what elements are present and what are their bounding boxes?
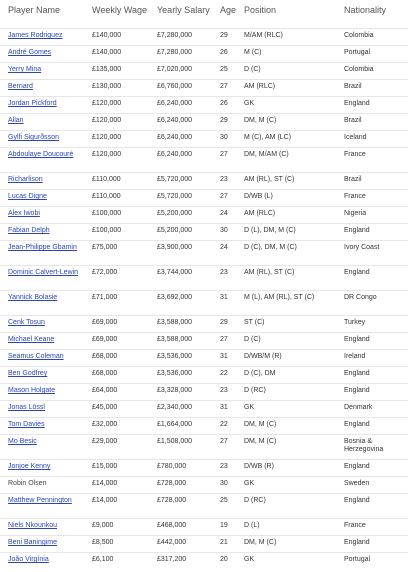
player-name-link[interactable]: Jean-Philippe Gbamin [8, 244, 77, 251]
player-name-link[interactable]: Abdoulaye Doucouré [8, 151, 74, 158]
player-name-link[interactable]: Cenk Tosun [8, 319, 45, 326]
nationality: Brazil [344, 83, 362, 90]
nationality: Colombia [344, 32, 374, 39]
yearly-salary: £728,000 [157, 480, 187, 487]
table-row [0, 113, 408, 130]
table-row [0, 552, 408, 569]
position: D (L), DM, M (C) [244, 227, 296, 234]
player-name-link[interactable]: Matthew Pennington [8, 497, 72, 504]
weekly-wage: £135,000 [92, 66, 122, 73]
table-row [0, 535, 408, 552]
nationality: Bosnia & Herzegovina [344, 438, 384, 453]
player-name-link[interactable]: Bernard [8, 83, 33, 90]
table-row [0, 189, 408, 206]
table-row [0, 315, 408, 332]
nationality: England [344, 539, 370, 546]
position: D (RC) [244, 387, 266, 394]
table-row [0, 417, 408, 434]
yearly-salary: £5,200,000 [157, 210, 193, 217]
position: D (C), DM [244, 370, 276, 377]
player-name: Robin Olsen [8, 480, 47, 487]
yearly-salary: £7,280,000 [157, 32, 193, 39]
age: 23 [220, 463, 228, 470]
position: GK [244, 100, 255, 107]
nationality: England [344, 463, 370, 470]
yearly-salary: £468,000 [157, 522, 187, 529]
age: 21 [220, 539, 228, 546]
nationality: England [344, 100, 370, 107]
table-body [0, 28, 408, 569]
player-name-link[interactable]: Seamus Coleman [8, 353, 64, 360]
yearly-salary: £6,240,000 [157, 117, 193, 124]
position: DM, M (C) [244, 421, 277, 428]
position: DM, M (C) [244, 438, 277, 445]
yearly-salary: £3,536,000 [157, 353, 193, 360]
age: 22 [220, 421, 228, 428]
position: M/AM (RLC) [244, 32, 283, 39]
player-name-link[interactable]: Dominic Calvert-Lewin [8, 269, 79, 276]
weekly-wage: £9,000 [92, 522, 114, 529]
table-row [0, 290, 408, 315]
yearly-salary: £3,328,000 [157, 387, 193, 394]
weekly-wage: £140,000 [92, 32, 122, 39]
header-age: Age [220, 5, 237, 15]
weekly-wage: £110,000 [92, 176, 121, 183]
yearly-salary: £5,720,000 [157, 176, 193, 183]
player-name-link[interactable]: Jordan Pickford [8, 100, 57, 107]
table-row [0, 518, 408, 535]
weekly-wage: £69,000 [92, 319, 118, 326]
age: 29 [220, 319, 228, 326]
age: 23 [220, 176, 228, 183]
player-name-link[interactable]: Fabian Delph [8, 227, 50, 234]
nationality: England [344, 269, 370, 276]
nationality: Colombia [344, 66, 374, 73]
player-name-link[interactable]: Michael Keane [8, 336, 55, 343]
weekly-wage: £32,000 [92, 421, 118, 428]
player-name-link[interactable]: Tom Davies [8, 421, 45, 428]
header-yearly-salary: Yearly Salary [157, 5, 210, 15]
position: M (C), AM (LC) [244, 134, 292, 141]
nationality: DR Congo [344, 294, 377, 301]
table-row [0, 240, 408, 265]
nationality: England [344, 421, 370, 428]
weekly-wage: £120,000 [92, 117, 122, 124]
header-nationality: Nationality [344, 5, 387, 15]
header-weekly-wage: Weekly Wage [92, 5, 148, 15]
table-row [0, 28, 408, 45]
age: 31 [220, 353, 228, 360]
position: AM (RL), ST (C) [244, 269, 295, 276]
yearly-salary: £728,000 [157, 497, 187, 504]
position: GK [244, 404, 255, 411]
age: 27 [220, 438, 228, 445]
yearly-salary: £3,692,000 [157, 294, 193, 301]
yearly-salary: £3,588,000 [157, 319, 193, 326]
nationality: France [344, 522, 366, 529]
age: 26 [220, 49, 228, 56]
position: M (L), AM (RL), ST (C) [244, 294, 315, 301]
player-name-link[interactable]: Jonjoe Kenny [8, 463, 51, 470]
age: 27 [220, 83, 228, 90]
table-row [0, 147, 408, 172]
yearly-salary: £7,280,000 [157, 49, 193, 56]
age: 22 [220, 370, 228, 377]
weekly-wage: £72,000 [92, 269, 118, 276]
yearly-salary: £3,744,000 [157, 269, 193, 276]
position: AM (RLC) [244, 83, 276, 90]
yearly-salary: £3,900,000 [157, 244, 193, 251]
player-name-link[interactable]: Allan [8, 117, 24, 124]
player-name-link[interactable]: Lucas Digne [8, 193, 47, 200]
weekly-wage: £130,000 [92, 83, 122, 90]
position: D (C), DM, M (C) [244, 244, 297, 251]
position: M (C) [244, 49, 262, 56]
player-name-link[interactable]: Beni Baningime [8, 539, 58, 546]
weekly-wage: £14,000 [92, 480, 118, 487]
age: 26 [220, 100, 228, 107]
table-row [0, 332, 408, 349]
position: D (RC) [244, 497, 266, 504]
nationality: Denmark [344, 404, 373, 411]
weekly-wage: £140,000 [92, 49, 122, 56]
weekly-wage: £69,000 [92, 336, 118, 343]
age: 31 [220, 404, 228, 411]
player-name-link[interactable]: Richarlison [8, 176, 43, 183]
player-name-link[interactable]: Alex Iwobi [8, 210, 40, 217]
player-name-link[interactable]: André Gomes [8, 49, 52, 56]
yearly-salary: £7,020,000 [157, 66, 193, 73]
age: 27 [220, 193, 228, 200]
table-row [0, 206, 408, 223]
weekly-wage: £75,000 [92, 244, 118, 251]
yearly-salary: £3,588,000 [157, 336, 193, 343]
table-row [0, 400, 408, 417]
table-row [0, 493, 408, 518]
table-row [0, 172, 408, 189]
position: D (C) [244, 336, 261, 343]
position: DM, M (C) [244, 117, 277, 124]
nationality: England [344, 370, 370, 377]
age: 29 [220, 32, 228, 39]
position: D (L) [244, 522, 260, 529]
age: 29 [220, 117, 228, 124]
yearly-salary: £3,536,000 [157, 370, 193, 377]
nationality: Portugal [344, 49, 371, 56]
yearly-salary: £1,508,000 [157, 438, 193, 445]
weekly-wage: £71,000 [92, 294, 118, 301]
weekly-wage: £120,000 [92, 151, 122, 158]
table-row [0, 349, 408, 366]
age: 23 [220, 387, 228, 394]
age: 30 [220, 227, 228, 234]
yearly-salary: £6,760,000 [157, 83, 193, 90]
age: 25 [220, 497, 228, 504]
nationality: France [344, 193, 366, 200]
position: GK [244, 556, 255, 563]
weekly-wage: £110,000 [92, 193, 121, 200]
weekly-wage: £68,000 [92, 353, 118, 360]
nationality: Brazil [344, 117, 362, 124]
player-name-link[interactable]: Gylfi Sigurðsson [8, 134, 59, 141]
table-row [0, 79, 408, 96]
yearly-salary: £780,000 [157, 463, 187, 470]
weekly-wage: £100,000 [92, 210, 122, 217]
table-row [0, 45, 408, 62]
header-position: Position [244, 5, 277, 15]
table-row [0, 130, 408, 147]
position: D (C) [244, 66, 261, 73]
player-name-link[interactable]: Yannick Bolasie [8, 294, 58, 301]
nationality: Sweden [344, 480, 370, 487]
position: D/WB/M (R) [244, 353, 282, 360]
player-name-link[interactable]: Niels Nkounkou [8, 522, 58, 529]
nationality: England [344, 497, 370, 504]
position: AM (RLC) [244, 210, 276, 217]
table-header [0, 0, 408, 28]
player-name-link[interactable]: James Rodriguez [8, 32, 63, 39]
player-name-link[interactable]: Mason Holgate [8, 387, 56, 394]
yearly-salary: £317,200 [157, 556, 187, 563]
table-row [0, 459, 408, 476]
header-player-name: Player Name [8, 5, 61, 15]
age: 24 [220, 244, 228, 251]
player-name-link[interactable]: João Virgínia [8, 556, 49, 563]
nationality: Ivory Coast [344, 244, 380, 251]
table-row [0, 476, 408, 493]
yearly-salary: £6,240,000 [157, 134, 193, 141]
yearly-salary: £1,664,000 [157, 421, 193, 428]
position: DM, M (C) [244, 539, 277, 546]
weekly-wage: £120,000 [92, 100, 122, 107]
table-row [0, 366, 408, 383]
position: AM (RL), ST (C) [244, 176, 295, 183]
table-row [0, 383, 408, 400]
table-row [0, 265, 408, 290]
yearly-salary: £5,720,000 [157, 193, 193, 200]
weekly-wage: £68,000 [92, 370, 118, 377]
age: 30 [220, 480, 228, 487]
nationality: England [344, 336, 370, 343]
nationality: France [344, 151, 366, 158]
yearly-salary: £5,200,000 [157, 227, 193, 234]
nationality: England [344, 387, 370, 394]
player-name-link[interactable]: Ben Godfrey [8, 370, 48, 377]
position: D/WB (R) [244, 463, 274, 470]
table-row [0, 223, 408, 240]
position: DM, M/AM (C) [244, 151, 289, 158]
age: 23 [220, 269, 228, 276]
yearly-salary: £6,240,000 [157, 151, 193, 158]
position: GK [244, 480, 255, 487]
nationality: Brazil [344, 176, 362, 183]
age: 30 [220, 134, 228, 141]
player-name-link[interactable]: Mo Besic [8, 438, 37, 445]
player-name-link[interactable]: Yerry Mina [8, 66, 42, 73]
nationality: Turkey [344, 319, 366, 326]
nationality: Portugal [344, 556, 371, 563]
age: 24 [220, 210, 228, 217]
nationality: England [344, 227, 370, 234]
weekly-wage: £8,500 [92, 539, 114, 546]
weekly-wage: £120,000 [92, 134, 122, 141]
nationality: Iceland [344, 134, 367, 141]
weekly-wage: £64,000 [92, 387, 118, 394]
yearly-salary: £442,000 [157, 539, 187, 546]
weekly-wage: £6,100 [92, 556, 114, 563]
table-row [0, 434, 408, 459]
age: 19 [220, 522, 228, 529]
age: 27 [220, 151, 228, 158]
weekly-wage: £29,000 [92, 438, 118, 445]
age: 27 [220, 336, 228, 343]
weekly-wage: £15,000 [92, 463, 118, 470]
position: D/WB (L) [244, 193, 273, 200]
yearly-salary: £6,240,000 [157, 100, 193, 107]
nationality: Nigeria [344, 210, 367, 217]
player-name-link[interactable]: Jonas Lössl [8, 404, 45, 411]
weekly-wage: £100,000 [92, 227, 122, 234]
age: 25 [220, 66, 228, 73]
weekly-wage: £14,000 [92, 497, 118, 504]
position: ST (C) [244, 319, 265, 326]
table-row [0, 62, 408, 79]
nationality: Ireland [344, 353, 366, 360]
yearly-salary: £2,340,000 [157, 404, 193, 411]
weekly-wage: £45,000 [92, 404, 118, 411]
age: 20 [220, 556, 228, 563]
age: 31 [220, 294, 228, 301]
table-row [0, 96, 408, 113]
